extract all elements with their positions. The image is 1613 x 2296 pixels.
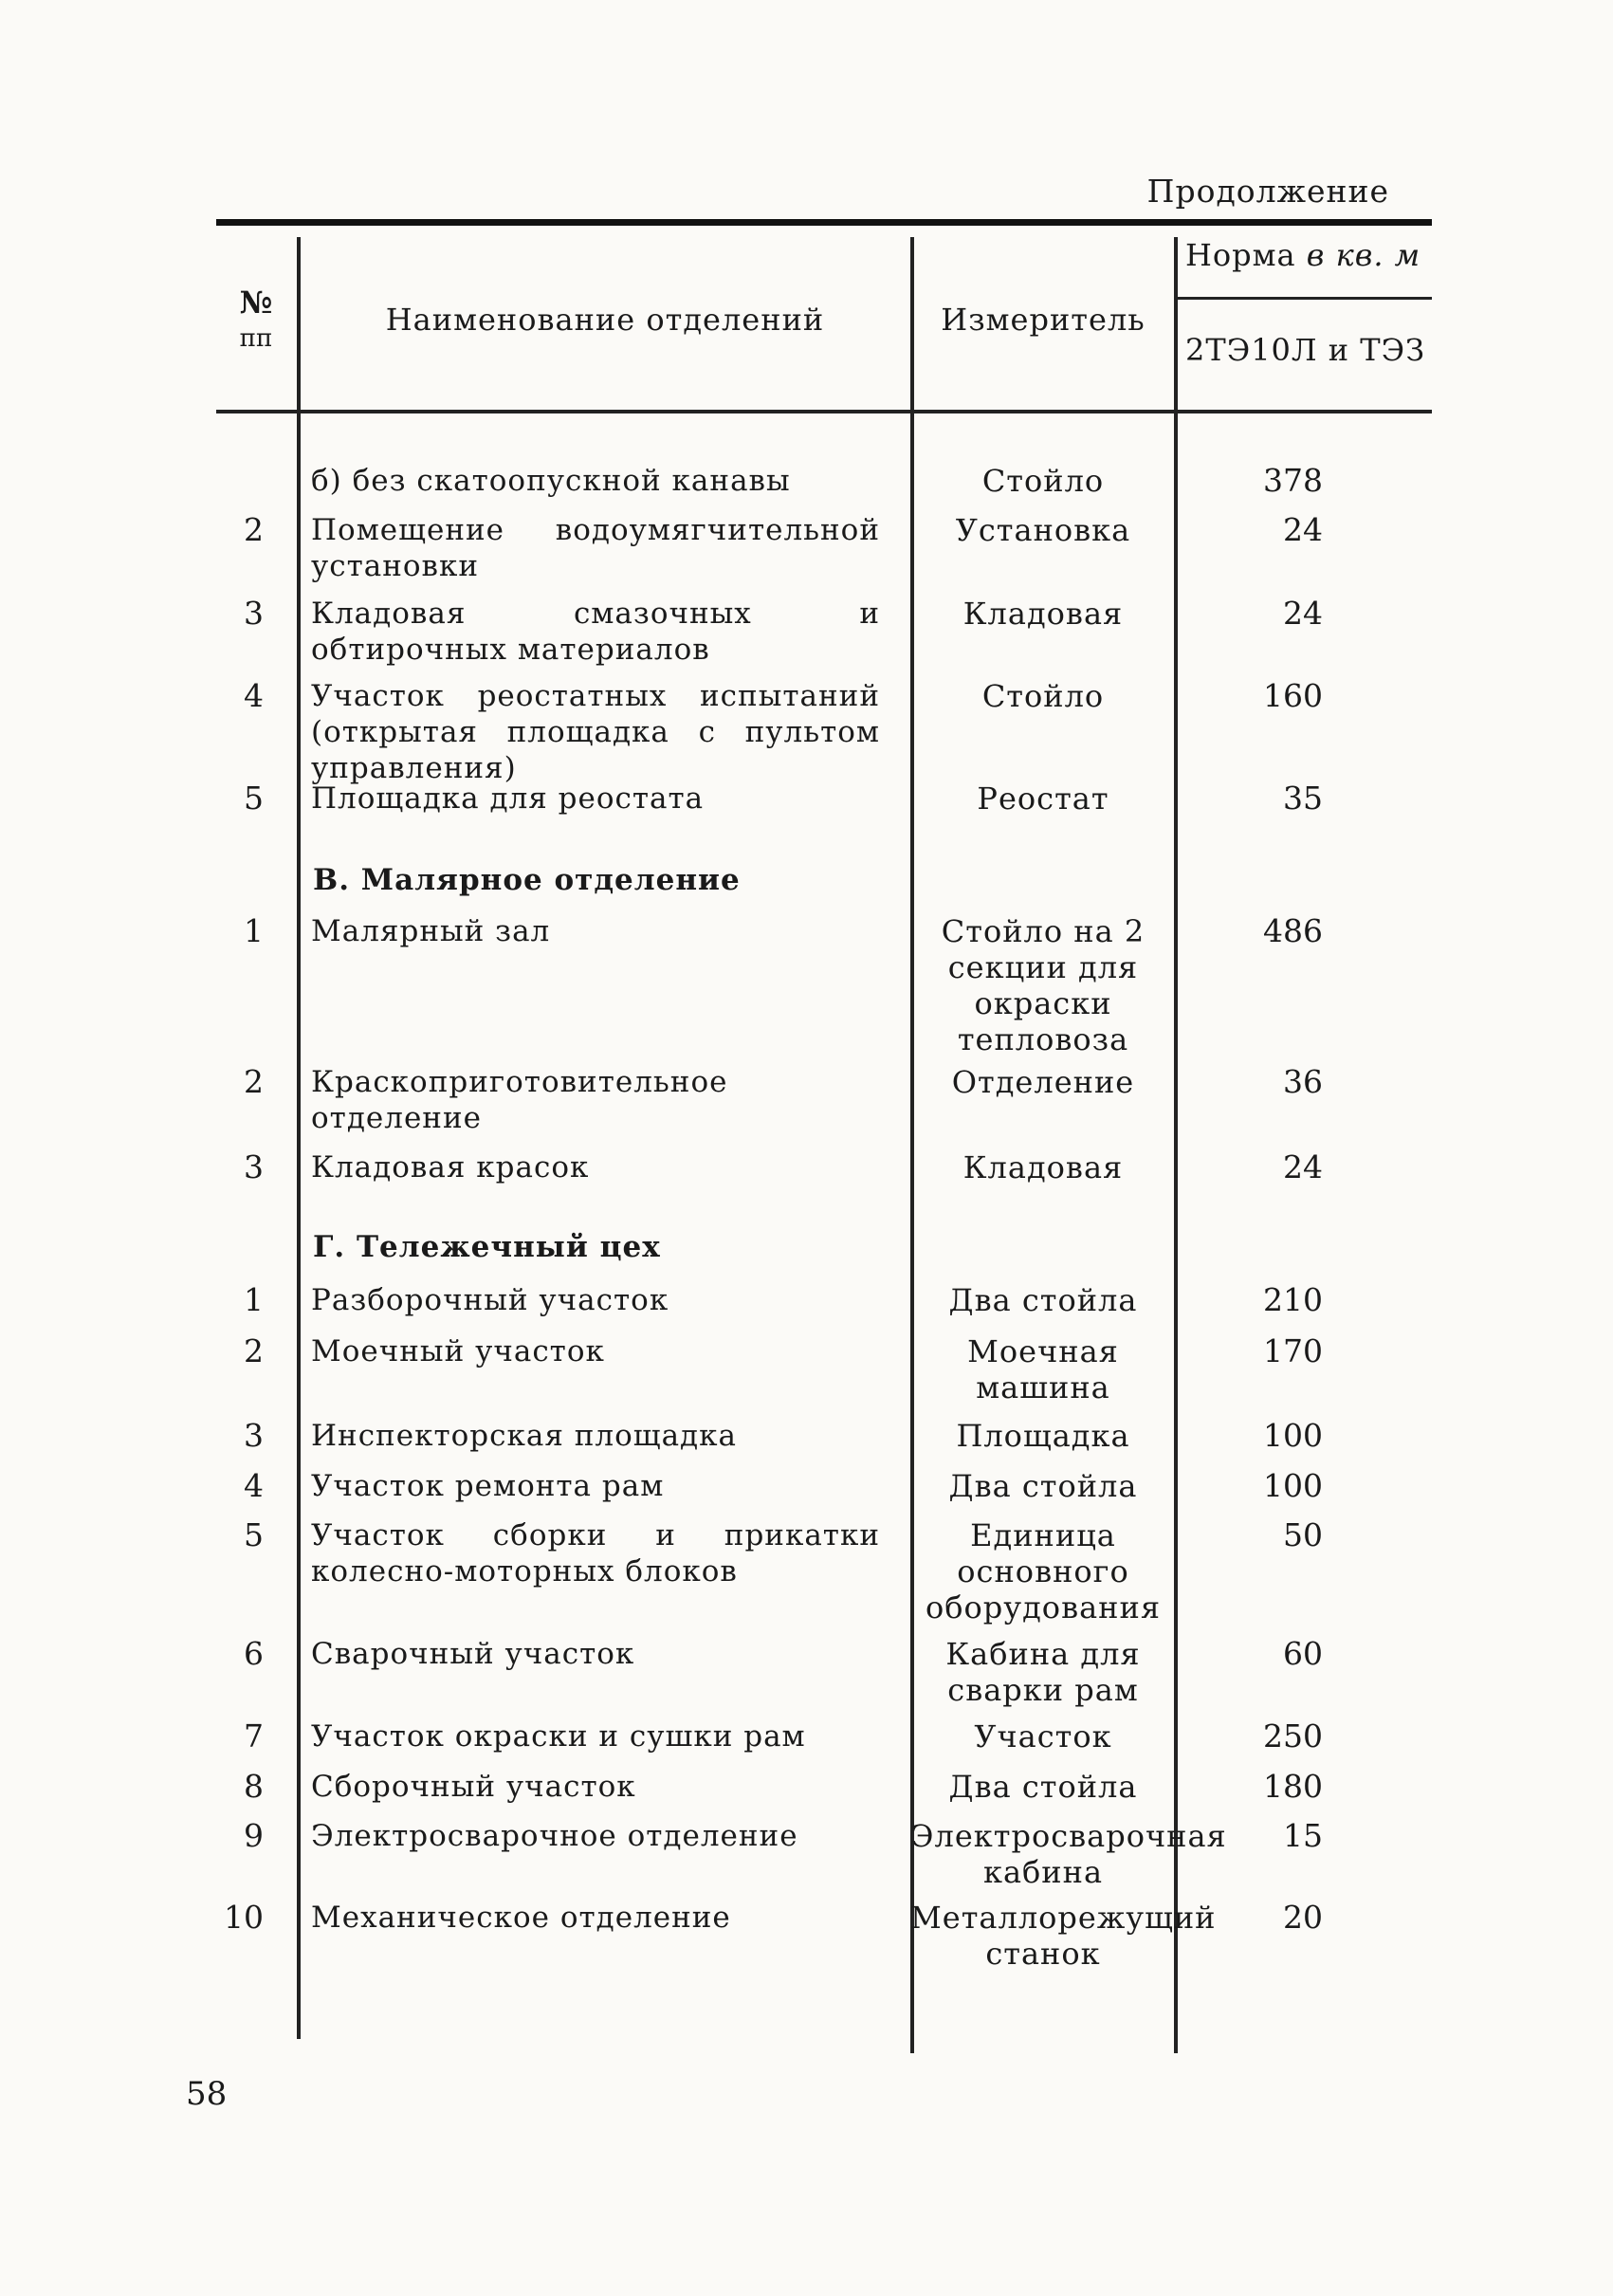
row-number: 8 [244, 1768, 264, 1805]
row-value: 60 [1283, 1635, 1323, 1672]
row-number: 2 [244, 1332, 264, 1369]
row-value: 486 [1263, 912, 1323, 949]
row-unit: Стойло [981, 463, 1105, 499]
table-row [190, 1332, 1441, 1405]
row-unit: Моечная машина [967, 1333, 1119, 1405]
table-row [190, 1148, 1441, 1185]
row-name: Участок ремонта рам [311, 1469, 665, 1503]
row-name: Механическое отделение [311, 1901, 731, 1935]
row-name: Участок реостатных испытаний (открытая площадка с пультом управления) [311, 679, 880, 785]
table-row [190, 1635, 1441, 1708]
row-value: 100 [1263, 1417, 1323, 1454]
row-number: 6 [244, 1635, 264, 1672]
row-name: Инспекторская площадка [311, 1419, 737, 1453]
table-row [190, 1899, 1441, 1972]
section-heading: В. Малярное отделение [313, 863, 741, 897]
row-unit: Реостат [977, 781, 1109, 817]
header-number-pp: пп [239, 324, 273, 353]
row-value: 24 [1283, 511, 1323, 548]
row-unit: Два стойла [948, 1282, 1138, 1318]
row-number: 4 [244, 677, 264, 714]
row-number: 2 [244, 511, 264, 548]
row-unit: Площадка [956, 1418, 1130, 1454]
row-value: 100 [1263, 1467, 1323, 1504]
continuation-label: Продолжение [1146, 173, 1389, 210]
header-bottom-rule [216, 410, 1432, 413]
row-unit: Участок [974, 1718, 1112, 1754]
table-row [190, 1063, 1441, 1135]
row-unit: Металлорежущий станок [910, 1900, 1217, 1972]
row-unit: Установка [955, 512, 1131, 548]
row-number: 7 [244, 1717, 264, 1754]
row-number: 3 [244, 1148, 264, 1185]
row-number: 1 [244, 912, 264, 949]
row-unit: Кладовая [962, 596, 1124, 632]
row-number: 3 [244, 1417, 264, 1454]
table-row [190, 1717, 1441, 1754]
row-value: 15 [1283, 1817, 1323, 1854]
row-number: 4 [244, 1467, 264, 1504]
row-unit: Единица основного оборудования [925, 1517, 1161, 1626]
header-number [228, 285, 284, 357]
row-value: 210 [1263, 1281, 1323, 1318]
row-name: Сборочный участок [311, 1770, 636, 1804]
row-name: Разборочный участок [311, 1283, 669, 1317]
row-value: 250 [1263, 1717, 1323, 1754]
row-unit: Два стойла [948, 1769, 1138, 1805]
table-top-rule [216, 219, 1432, 226]
row-value: 180 [1263, 1768, 1323, 1805]
row-number: 10 [224, 1899, 264, 1936]
header-norm-prefix: Норма [1185, 237, 1296, 273]
table-row [190, 462, 1441, 499]
table-row [190, 1417, 1441, 1454]
row-value: 378 [1263, 462, 1323, 499]
row-name: Участок сборки и прикатки колесно-моторных блоков [311, 1518, 880, 1589]
row-value: 20 [1283, 1899, 1323, 1936]
row-unit: Стойло на 2 секции для окраски тепловоза [941, 913, 1146, 1057]
row-name: Сварочный участок [311, 1637, 635, 1671]
header-name: Наименование отделений [385, 302, 825, 338]
row-name: Кладовая красок [311, 1150, 590, 1185]
row-name: Краскоприготовительное отделение [311, 1065, 728, 1135]
row-name: Электросварочное отделение [311, 1819, 798, 1853]
row-value: 170 [1263, 1332, 1323, 1369]
table-row [190, 912, 1441, 1057]
row-value: 36 [1283, 1063, 1323, 1100]
section-heading: Г. Тележечный цех [313, 1230, 661, 1264]
table-row [190, 1281, 1441, 1318]
table-row [190, 1467, 1441, 1504]
page-number: 58 [186, 2075, 228, 2113]
row-value: 160 [1263, 677, 1323, 714]
row-number: 3 [244, 595, 264, 632]
header-norm-unit: в кв. м [1306, 237, 1421, 273]
row-number: 5 [244, 1516, 264, 1553]
header-norm [1185, 237, 1441, 273]
row-unit: Электросварочная кабина [910, 1818, 1227, 1890]
row-unit: Кабина для сварки рам [945, 1636, 1141, 1708]
row-name: Кладовая смазочных и обтирочных материалов [311, 597, 880, 667]
row-unit: Два стойла [948, 1468, 1138, 1504]
table-row [190, 511, 1441, 583]
row-value: 35 [1283, 780, 1323, 817]
table-row [190, 1817, 1441, 1890]
table-row [190, 677, 1441, 785]
row-unit: Отделение [951, 1064, 1135, 1100]
row-number: 1 [244, 1281, 264, 1318]
row-number: 5 [244, 780, 264, 817]
row-value: 24 [1283, 1148, 1323, 1185]
norm-subheader-rule [1176, 297, 1432, 300]
row-unit: Стойло [981, 678, 1105, 714]
row-name: Малярный зал [311, 914, 551, 948]
row-number: 9 [244, 1817, 264, 1854]
row-name: Участок окраски и сушки рам [311, 1719, 806, 1754]
table-row [190, 595, 1441, 667]
row-name: Моечный участок [311, 1334, 605, 1368]
row-value: 24 [1283, 595, 1323, 632]
header-number-sign: № [239, 285, 273, 321]
table-row [190, 1768, 1441, 1805]
row-value: 50 [1283, 1516, 1323, 1553]
header-unit: Измеритель [941, 302, 1146, 338]
table-row [190, 1516, 1441, 1626]
row-number: 2 [244, 1063, 264, 1100]
row-name: Площадка для реостата [311, 781, 705, 816]
header-loco: 2ТЭ10Л и ТЭЗ [1185, 332, 1426, 368]
row-name: б) без скатоопускной канавы [311, 464, 791, 498]
row-unit: Кладовая [962, 1149, 1124, 1185]
row-name: Помещение водоумягчительной установки [311, 513, 880, 583]
